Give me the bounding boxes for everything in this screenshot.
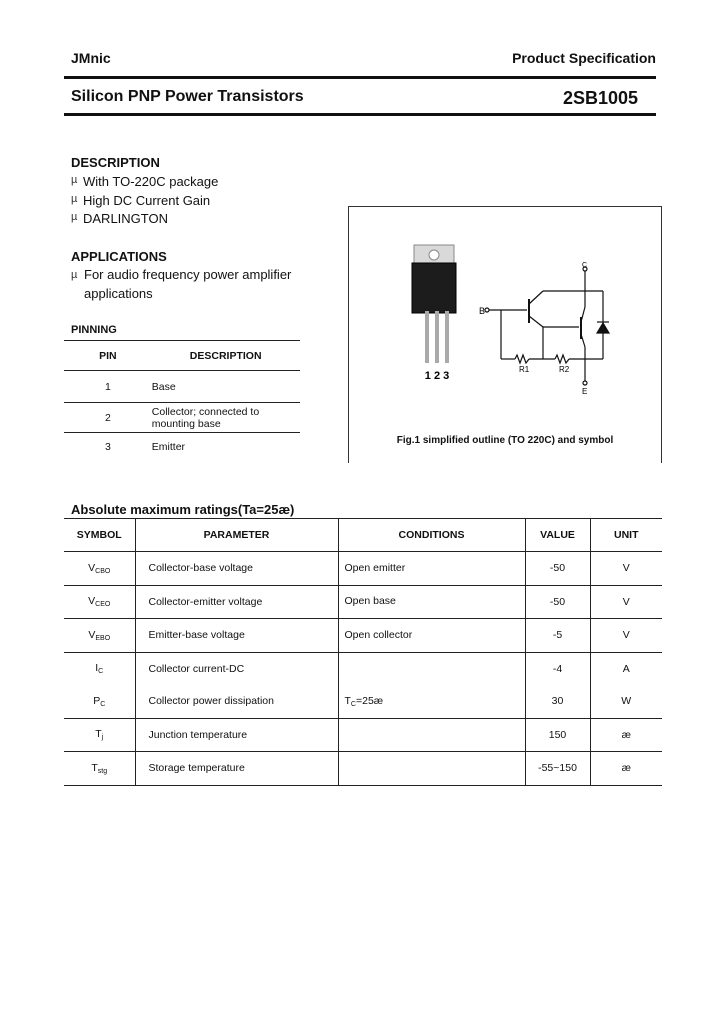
ratings-header-row	[64, 519, 662, 552]
parameter-cell	[135, 552, 338, 586]
unit-text: V	[622, 562, 630, 575]
parameter-text: Collector-base voltage	[148, 562, 253, 575]
conditions-text: Open emitter	[344, 561, 406, 574]
pinning-heading: PINNING	[71, 324, 117, 336]
col-parameter: PARAMETER	[135, 519, 338, 552]
symbol-text: T	[95, 728, 102, 741]
symbol-subscript: j	[101, 734, 104, 742]
conditions-text: T	[344, 694, 351, 707]
parameter-cell	[135, 585, 338, 619]
value-cell	[525, 752, 590, 786]
bullet-icon: µ	[71, 211, 78, 223]
symbol-subscript: EBO	[95, 634, 111, 642]
value-cell	[525, 685, 590, 718]
symbol-subscript: CBO	[95, 567, 111, 575]
base-label: B	[479, 306, 486, 316]
table-row	[64, 685, 662, 718]
symbol-cell	[64, 752, 135, 786]
package-and-symbol-figure	[349, 207, 661, 427]
symbol-cell	[64, 652, 135, 685]
symbol-text: P	[93, 694, 101, 707]
symbol-text: V	[88, 628, 96, 641]
value-text: -50	[549, 595, 566, 608]
pinning-table	[64, 340, 300, 462]
parameter-text: Collector current-DC	[148, 662, 245, 675]
ratings-table	[64, 518, 662, 786]
unit-text: W	[621, 695, 632, 708]
r1-label: R1	[519, 365, 530, 374]
parameter-cell	[135, 718, 338, 752]
value-cell	[525, 585, 590, 619]
doc-title: Silicon PNP Power Transistors	[71, 88, 304, 105]
parameter-text: Collector power dissipation	[148, 695, 274, 708]
bullet-icon: µ	[71, 174, 78, 186]
parameter-cell	[135, 685, 338, 718]
table-row	[64, 371, 300, 403]
brand-name: JMnic	[71, 50, 111, 66]
pin-numbers-label: 1 2 3	[424, 370, 450, 382]
unit-text: æ	[621, 762, 631, 775]
parameter-text: Storage temperature	[148, 762, 245, 775]
table-row	[64, 752, 662, 786]
conditions-text: Open base	[344, 595, 396, 608]
conditions-cell	[338, 752, 525, 786]
unit-cell	[590, 619, 662, 653]
table-row	[64, 552, 662, 586]
col-pin: PIN	[64, 341, 152, 371]
pin-number: 1	[104, 380, 111, 393]
parameter-cell	[135, 619, 338, 653]
header-rule	[64, 76, 656, 79]
description-item-text: High DC Current Gain	[83, 193, 211, 208]
parameter-text: Emitter-base voltage	[148, 629, 245, 642]
unit-cell	[590, 652, 662, 685]
part-number: 2SB1005	[562, 88, 638, 108]
col-description: DESCRIPTION	[152, 341, 300, 371]
value-cell	[525, 619, 590, 653]
symbol-subscript: CEO	[95, 601, 111, 609]
description-item	[71, 211, 168, 226]
pin-description: Emitter	[151, 441, 186, 454]
unit-text: A	[622, 662, 630, 675]
parameter-text: Junction temperature	[148, 728, 248, 741]
symbol-text: I	[95, 662, 99, 675]
figure-box	[348, 206, 662, 463]
description-item-text: With TO-220C package	[83, 174, 219, 189]
bullet-icon: µ	[71, 269, 78, 281]
table-row	[64, 652, 662, 685]
applications-heading: APPLICATIONS	[71, 249, 167, 264]
conditions-text: Open collector	[344, 628, 413, 641]
conditions-tail: =25æ	[355, 694, 384, 707]
pin-number: 2	[104, 411, 111, 424]
unit-text: V	[622, 595, 630, 608]
darlington-symbol	[485, 267, 609, 385]
symbol-text: T	[91, 761, 98, 774]
description-item-text: DARLINGTON	[83, 211, 168, 226]
conditions-subscript: C	[350, 700, 356, 708]
col-symbol: SYMBOL	[64, 519, 135, 552]
unit-text: V	[622, 629, 630, 642]
parameter-cell	[135, 752, 338, 786]
collector-label: C	[582, 262, 588, 269]
value-text: -5	[552, 629, 563, 642]
value-cell	[525, 552, 590, 586]
unit-cell	[590, 752, 662, 786]
value-text: -4	[552, 662, 563, 675]
symbol-cell	[64, 718, 135, 752]
conditions-cell	[338, 718, 525, 752]
conditions-cell	[338, 619, 525, 653]
symbol-subscript: C	[100, 700, 106, 708]
title-rule	[64, 113, 656, 116]
value-text: 30	[551, 695, 564, 708]
pin-number: 3	[104, 441, 111, 454]
unit-cell	[590, 718, 662, 752]
symbol-cell	[64, 552, 135, 586]
parameter-text: Collector-emitter voltage	[148, 595, 263, 608]
col-unit: UNIT	[590, 519, 662, 552]
conditions-cell	[338, 552, 525, 586]
unit-cell	[590, 685, 662, 718]
pin-description: Base	[151, 380, 176, 393]
symbol-cell	[64, 685, 135, 718]
unit-text: æ	[621, 728, 631, 741]
spec-label: Product Specification	[512, 50, 656, 66]
symbol-text: V	[88, 561, 96, 574]
description-item	[71, 174, 218, 189]
bullet-icon: µ	[71, 193, 78, 205]
table-row	[64, 433, 300, 462]
conditions-cell	[338, 585, 525, 619]
unit-cell	[590, 552, 662, 586]
conditions-cell	[338, 652, 525, 685]
symbol-cell	[64, 619, 135, 653]
description-heading: DESCRIPTION	[71, 155, 160, 170]
conditions-cell	[338, 685, 525, 718]
symbol-text: V	[88, 595, 96, 608]
symbol-subscript: C	[98, 668, 104, 676]
col-value: VALUE	[525, 519, 590, 552]
value-text: -50	[549, 562, 566, 575]
value-text: 150	[548, 728, 567, 741]
description-item	[71, 193, 210, 208]
col-conditions: CONDITIONS	[338, 519, 525, 552]
figure-caption: Fig.1 simplified outline (TO 220C) and symbol	[396, 435, 614, 446]
value-cell	[525, 652, 590, 685]
pin-description: Collector; connected to mounting base	[151, 405, 260, 430]
symbol-subscript: stg	[97, 767, 108, 775]
table-row	[64, 718, 662, 752]
symbol-cell	[64, 585, 135, 619]
value-cell	[525, 718, 590, 752]
transistor-package-image	[412, 245, 456, 363]
parameter-cell	[135, 652, 338, 685]
emitter-label: E	[582, 387, 588, 396]
r2-label: R2	[559, 365, 570, 374]
value-text: -55~150	[538, 762, 577, 775]
unit-cell	[590, 585, 662, 619]
ratings-heading: Absolute maximum ratings(Ta=25æ)	[71, 502, 295, 517]
table-row	[64, 403, 300, 433]
application-item: For audio frequency power amplifier applications	[84, 267, 292, 301]
table-row	[64, 585, 662, 619]
table-row	[64, 619, 662, 653]
